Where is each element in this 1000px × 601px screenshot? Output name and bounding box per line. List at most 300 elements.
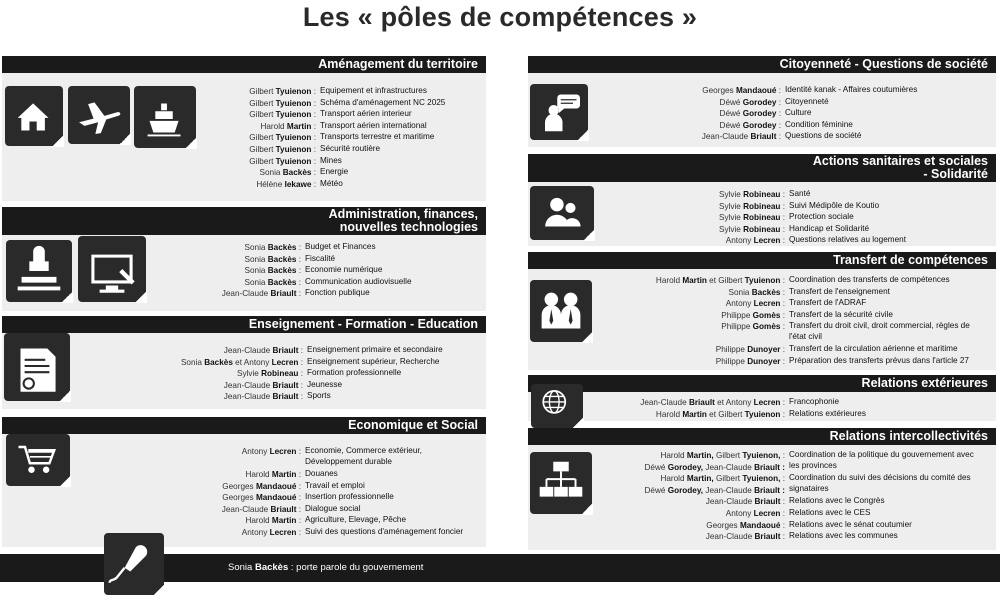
assignment-row bbox=[2, 288, 486, 300]
minister-last-name: Mandaoué bbox=[739, 520, 781, 530]
minister-names: Jean-Claude Briault et Antony Lecren : bbox=[640, 398, 785, 407]
minister-names: Jean-Claude Briault : bbox=[705, 497, 785, 507]
minister-last-name: Briault bbox=[688, 398, 715, 407]
minister-first-name: Harold bbox=[655, 276, 681, 285]
minister-names: Sonia Backès : bbox=[244, 254, 301, 264]
portfolio: Relations avec le CES bbox=[789, 507, 871, 517]
minister-first-name: Philippe bbox=[721, 322, 751, 332]
portfolio: Transfert de la circulation aérienne et maritime bbox=[789, 344, 958, 354]
assignment-row bbox=[528, 520, 996, 532]
minister-names: Jean-Claude Briault : bbox=[223, 392, 303, 402]
portfolio: Relations avec les communes bbox=[789, 531, 898, 541]
assignment-row bbox=[2, 254, 486, 266]
minister-first-name: Sylvie bbox=[719, 224, 741, 234]
minister-names: Sonia Backès : bbox=[244, 243, 301, 252]
assignment-list bbox=[2, 242, 486, 300]
minister-names: Antony Lecren : bbox=[241, 447, 301, 456]
minister-first-name: Gilbert bbox=[249, 110, 274, 120]
assignment-row bbox=[528, 485, 996, 497]
minister-first-name: Hélène bbox=[256, 179, 283, 189]
portfolio: Coordination des transferts de compétences bbox=[789, 275, 950, 284]
minister-names: Antony Lecren : bbox=[725, 236, 785, 246]
minister-last-name: Tyuienon bbox=[275, 144, 312, 154]
minister-last-name: Dunoyer bbox=[747, 356, 781, 366]
minister-names: Harold Martin et Gilbert Tyuienon : bbox=[655, 409, 785, 419]
minister-first-name: Antony bbox=[241, 447, 268, 456]
assignment-row bbox=[2, 179, 486, 191]
minister-first-name: Sylvie bbox=[719, 201, 741, 211]
minister-names: Antony Lecren : bbox=[725, 299, 785, 309]
portfolio: Insertion professionnelle bbox=[305, 492, 394, 502]
portfolio: Suivi des questions d'aménagement foncier bbox=[305, 526, 464, 536]
assignment-row bbox=[528, 496, 996, 508]
minister-last-name: Backès bbox=[204, 357, 233, 367]
minister-first-name: Gilbert bbox=[715, 474, 741, 484]
portfolio: Francophonie bbox=[789, 397, 840, 406]
minister-names: Georges Mandaoué : bbox=[702, 86, 781, 95]
minister-first-name: Jean-Claude bbox=[705, 485, 752, 495]
minister-last-name: Robineau bbox=[261, 369, 299, 379]
minister-last-name: Lecren bbox=[271, 357, 299, 367]
assignment-row bbox=[2, 242, 486, 254]
assignment-list bbox=[2, 86, 486, 190]
assignment-row bbox=[528, 344, 996, 356]
pole-heading-line: Economique et Social bbox=[348, 418, 478, 432]
minister-first-name: Harold bbox=[660, 451, 685, 460]
portfolio: Fiscalité bbox=[305, 253, 336, 263]
assignment-list bbox=[528, 450, 996, 543]
assignment-list bbox=[528, 275, 996, 368]
minister-first-name: Jean-Claude bbox=[640, 398, 687, 407]
minister-last-name: Gomès bbox=[752, 322, 781, 332]
portfolio: Dialogue social bbox=[305, 503, 361, 513]
assignment-row bbox=[528, 131, 996, 143]
portfolio: Sports bbox=[307, 391, 331, 401]
page-title: Les « pôles de compétences » bbox=[302, 2, 698, 32]
minister-names bbox=[645, 485, 786, 497]
minister-last-name: Mandaoué bbox=[255, 493, 297, 503]
minister-first-name: Sonia bbox=[244, 277, 266, 287]
pole-heading-line: Enseignement - Formation - Education bbox=[248, 317, 478, 331]
portfolio: Transfert de l'enseignement bbox=[789, 286, 890, 296]
minister-last-name: Gorodey bbox=[742, 120, 777, 130]
pole-heading bbox=[2, 56, 486, 73]
pole-heading bbox=[528, 428, 996, 445]
assignment-list bbox=[528, 85, 996, 143]
portfolio: Agriculture, Elevage, Pêche bbox=[305, 515, 407, 525]
minister-last-name: Tyuienon, bbox=[742, 451, 781, 460]
minister-first-name: Sylvie bbox=[719, 190, 741, 199]
assignment-row bbox=[528, 212, 996, 224]
pole-heading bbox=[528, 252, 996, 269]
minister-last-name: Briault : bbox=[754, 485, 785, 495]
minister-first-name: Jean-Claude bbox=[221, 504, 269, 514]
portfolio: Fonction publique bbox=[305, 288, 370, 298]
portfolio: Protection sociale bbox=[789, 212, 854, 222]
portfolio: Météo bbox=[320, 178, 343, 188]
pole-heading bbox=[2, 316, 486, 333]
assignment-row bbox=[2, 109, 486, 121]
minister-last-name: Briault bbox=[272, 380, 299, 390]
pole-heading bbox=[528, 56, 996, 73]
minister-first-name: et Gilbert bbox=[709, 409, 743, 419]
pole-heading-line: Citoyenneté - Questions de société bbox=[779, 57, 988, 71]
minister-last-name: Robineau bbox=[743, 190, 781, 199]
minister-names: Philippe Dunoyer : bbox=[715, 356, 785, 366]
portfolio: Sécurité routière bbox=[320, 143, 381, 153]
minister-last-name: Martin, bbox=[686, 474, 714, 484]
minister-first-name: Sonia bbox=[244, 254, 266, 264]
minister-first-name: Jean-Claude bbox=[223, 380, 271, 390]
minister-names bbox=[645, 462, 786, 474]
portfolio: Transports terrestre et maritime bbox=[320, 132, 435, 142]
portfolio: Préparation des transferts prévus dans l'article 27 bbox=[789, 355, 969, 365]
minister-last-name: Lecren bbox=[269, 447, 297, 456]
portfolio: Jeunesse bbox=[307, 379, 343, 389]
minister-first-name: Georges bbox=[222, 481, 254, 491]
portfolio: Enseignement supérieur, Recherche bbox=[307, 356, 440, 366]
portfolio: Formation professionnelle bbox=[307, 368, 402, 378]
minister-last-name: Gorodey bbox=[742, 109, 777, 119]
assignment-list bbox=[528, 397, 996, 420]
minister-names: Philippe Dunoyer : bbox=[715, 345, 785, 355]
assignment-row bbox=[528, 508, 996, 520]
minister-last-name: Backès bbox=[267, 254, 297, 264]
portfolio: Economie numérique bbox=[305, 265, 383, 275]
minister-first-name: Harold bbox=[245, 516, 270, 526]
minister-first-name: Jean-Claude bbox=[701, 132, 749, 142]
assignment-row bbox=[2, 391, 486, 403]
minister-last-name: Tyuienon bbox=[275, 98, 312, 108]
minister-first-name: Sonia bbox=[244, 266, 266, 276]
minister-first-name: Jean-Claude bbox=[223, 392, 271, 402]
assignment-row bbox=[528, 224, 996, 236]
minister-names: Déwé Gorodey : bbox=[719, 120, 781, 130]
portfolio: Questions de société bbox=[785, 131, 862, 141]
assignment-row bbox=[528, 108, 996, 120]
minister-first-name: Déwé bbox=[719, 109, 741, 119]
minister-first-name: Jean-Claude bbox=[223, 346, 271, 355]
minister-first-name: Déwé bbox=[719, 120, 741, 130]
assignment-list bbox=[2, 345, 486, 403]
minister-names: Gilbert Tyuienon : bbox=[249, 98, 316, 108]
assignment-row bbox=[2, 504, 486, 516]
minister-first-name: et Antony bbox=[717, 398, 752, 407]
spokesperson-text: Sonia Backès : porte parole du gouvernement bbox=[228, 562, 424, 573]
minister-last-name: Tyuienon bbox=[275, 156, 312, 166]
pole-heading bbox=[2, 417, 486, 434]
assignment-row bbox=[2, 357, 486, 369]
minister-names: Georges Mandaoué : bbox=[222, 493, 301, 503]
pole-heading-line: Administration, finances, bbox=[328, 207, 478, 221]
minister-first-name: et Gilbert bbox=[709, 276, 743, 285]
portfolio: Citoyenneté bbox=[785, 96, 829, 106]
minister-names: Georges Mandaoué : bbox=[222, 481, 301, 491]
portfolio: Communication audiovisuelle bbox=[305, 276, 412, 286]
microphone-icon bbox=[104, 533, 164, 595]
portfolio: Relations avec le sénat coutumier bbox=[789, 519, 912, 529]
minister-names: Jean-Claude Briault : bbox=[223, 346, 303, 355]
assignment-row bbox=[2, 446, 486, 469]
portfolio: Budget et Finances bbox=[305, 242, 376, 251]
assignment-row bbox=[528, 235, 996, 247]
minister-names: Philippe Gomès : bbox=[721, 310, 785, 320]
minister-names: Harold Martin et Gilbert Tyuienon : bbox=[655, 276, 785, 285]
minister-last-name: Tyuienon bbox=[275, 110, 312, 120]
minister-last-name: Robineau bbox=[743, 224, 781, 234]
minister-names: Hélène Iekawe : bbox=[256, 179, 316, 189]
minister-first-name: Gilbert bbox=[715, 451, 741, 460]
minister-first-name: Gilbert bbox=[249, 98, 274, 108]
minister-last-name: Briault bbox=[754, 497, 781, 507]
minister-last-name: Briault : bbox=[754, 462, 785, 472]
assignment-row bbox=[2, 515, 486, 527]
assignment-row bbox=[2, 277, 486, 289]
minister-last-name: Lecren bbox=[269, 527, 297, 537]
minister-first-name: Philippe bbox=[715, 345, 745, 355]
minister-first-name: Sonia bbox=[259, 168, 281, 178]
minister-names: Sonia Backès : bbox=[728, 287, 785, 297]
pole-heading-line: Relations intercollectivités bbox=[829, 429, 988, 443]
minister-last-name: Martin bbox=[271, 470, 297, 479]
assignment-row bbox=[2, 527, 486, 539]
portfolio: Equipement et infrastructures bbox=[320, 86, 427, 95]
minister-names: Harold Martin, Gilbert Tyuienon, : bbox=[660, 451, 785, 460]
minister-first-name: Harold bbox=[660, 474, 685, 484]
minister-last-name: Briault bbox=[272, 346, 299, 355]
assignment-row bbox=[528, 409, 996, 421]
assignment-row bbox=[528, 321, 996, 344]
minister-names: Gilbert Tyuienon : bbox=[249, 133, 316, 143]
pole-heading bbox=[528, 154, 996, 182]
minister-last-name: Briault bbox=[754, 532, 781, 542]
assignment-row bbox=[2, 469, 486, 481]
minister-last-name: Lecren bbox=[753, 508, 781, 518]
pole-heading-line: - Solidarité bbox=[923, 167, 988, 181]
assignment-row bbox=[528, 397, 996, 409]
minister-names: Sylvie Robineau : bbox=[719, 201, 785, 211]
minister-first-name: Déwé bbox=[644, 485, 666, 495]
assignment-row bbox=[2, 98, 486, 110]
minister-names: Sylvie Robineau : bbox=[719, 213, 785, 223]
minister-names: Sonia Backès et Antony Lecren : bbox=[180, 357, 303, 367]
minister-last-name: Martin bbox=[682, 409, 707, 419]
minister-names: Jean-Claude Briault : bbox=[223, 380, 303, 390]
assignment-row bbox=[528, 356, 996, 368]
assignment-row bbox=[2, 132, 486, 144]
minister-first-name: Antony bbox=[725, 299, 752, 309]
minister-first-name: Jean-Claude bbox=[705, 462, 752, 472]
portfolio: Schéma d'aménagement NC 2025 bbox=[320, 97, 446, 107]
assignment-row bbox=[528, 298, 996, 310]
minister-names: Antony Lecren : bbox=[241, 527, 301, 537]
portfolio: Douanes bbox=[305, 469, 338, 478]
minister-last-name: Dunoyer bbox=[747, 345, 781, 355]
minister-names: Sonia Backès : bbox=[244, 266, 301, 276]
minister-last-name: Briault bbox=[272, 392, 299, 402]
portfolio: Relations avec le Congrès bbox=[789, 496, 885, 506]
assignment-row bbox=[2, 156, 486, 168]
minister-names: Gilbert Tyuienon : bbox=[249, 110, 316, 120]
assignment-row bbox=[528, 287, 996, 299]
minister-last-name: Briault bbox=[270, 504, 297, 514]
assignment-row bbox=[2, 492, 486, 504]
minister-last-name: Tyuienon, bbox=[742, 474, 781, 484]
portfolio: Transport aérien international bbox=[320, 120, 427, 130]
minister-last-name: Martin bbox=[271, 516, 297, 526]
assignment-row bbox=[2, 167, 486, 179]
minister-first-name: Harold bbox=[655, 409, 681, 419]
minister-names: Harold Martin, Gilbert Tyuienon, : bbox=[660, 474, 785, 484]
pole-heading bbox=[528, 375, 996, 392]
portfolio: Mines bbox=[320, 155, 342, 165]
minister-names: Jean-Claude Briault : bbox=[705, 532, 785, 542]
minister-first-name: Sonia bbox=[180, 357, 202, 367]
minister-last-name: Iekawe bbox=[284, 179, 312, 189]
assignment-row bbox=[2, 86, 486, 98]
assignment-row bbox=[2, 265, 486, 277]
minister-names: Déwé Gorodey : bbox=[719, 109, 781, 119]
minister-names: Antony Lecren : bbox=[725, 508, 785, 518]
minister-first-name: Sylvie bbox=[719, 213, 741, 223]
minister-names: Sonia Backès : bbox=[244, 277, 301, 287]
minister-names: Gilbert Tyuienon : bbox=[249, 156, 316, 166]
portfolio: Transfert du droit civil, droit commercial, règles de l'état civil bbox=[789, 321, 970, 341]
minister-last-name: Backès bbox=[267, 243, 297, 252]
minister-first-name: Philippe bbox=[715, 356, 745, 366]
minister-first-name: Jean-Claude bbox=[221, 289, 269, 299]
minister-last-name: Gorodey bbox=[742, 97, 777, 107]
portfolio: Culture bbox=[785, 108, 812, 118]
minister-names: Sylvie Robineau : bbox=[237, 369, 303, 379]
minister-last-name: Backès bbox=[267, 266, 297, 276]
assignment-list bbox=[528, 189, 996, 247]
minister-last-name: Tyuienon bbox=[275, 133, 312, 143]
portfolio: Energie bbox=[320, 167, 349, 177]
minister-last-name: Gorodey, bbox=[667, 462, 704, 472]
minister-names: Sylvie Robineau : bbox=[719, 224, 785, 234]
assignment-row bbox=[528, 310, 996, 322]
minister-first-name: Georges bbox=[222, 493, 254, 503]
assignment-list bbox=[2, 446, 486, 539]
portfolio: Santé bbox=[789, 189, 811, 198]
assignment-row bbox=[528, 120, 996, 132]
assignment-row bbox=[528, 531, 996, 543]
portfolio: Travail et emploi bbox=[305, 480, 365, 490]
portfolio: Transfert de la sécurité civile bbox=[789, 309, 893, 319]
minister-first-name: Antony bbox=[725, 508, 752, 518]
portfolio: Coordination de la politique du gouvernement avec les provinces bbox=[789, 450, 974, 470]
minister-first-name: Déwé bbox=[644, 462, 666, 472]
portfolio: Identité kanak - Affaires coutumières bbox=[785, 85, 918, 94]
minister-first-name: Antony bbox=[241, 527, 268, 537]
minister-first-name: Philippe bbox=[721, 310, 751, 320]
minister-names: Gilbert Tyuienon : bbox=[249, 144, 316, 154]
portfolio: Handicap et Solidarité bbox=[789, 223, 870, 233]
assignment-row bbox=[528, 189, 996, 201]
minister-first-name: Harold bbox=[260, 121, 285, 131]
assignment-row bbox=[528, 462, 996, 474]
minister-names: Sonia Backès : bbox=[259, 168, 316, 178]
minister-names: Jean-Claude Briault : bbox=[701, 132, 781, 142]
minister-last-name: Martin bbox=[286, 121, 312, 131]
minister-last-name: Martin, bbox=[686, 451, 714, 460]
portfolio: Enseignement primaire et secondaire bbox=[307, 345, 443, 354]
minister-first-name: Gilbert bbox=[249, 144, 274, 154]
minister-names: Déwé Gorodey : bbox=[719, 97, 781, 107]
assignment-row bbox=[528, 97, 996, 109]
assignment-row bbox=[2, 345, 486, 357]
minister-first-name: et Antony bbox=[235, 357, 270, 367]
minister-first-name: Antony bbox=[725, 236, 752, 246]
portfolio: Suivi Médipôle de Koutio bbox=[789, 200, 880, 210]
assignment-row bbox=[528, 201, 996, 213]
minister-first-name: Sonia bbox=[244, 243, 266, 252]
portfolio: Condition féminine bbox=[785, 119, 853, 129]
minister-first-name: Sonia bbox=[728, 287, 750, 297]
minister-first-name: Gilbert bbox=[249, 156, 274, 166]
minister-names: Gilbert Tyuienon : bbox=[249, 87, 316, 96]
minister-first-name: Déwé bbox=[719, 97, 741, 107]
portfolio: Transfert de l'ADRAF bbox=[789, 298, 867, 308]
portfolio: Relations extérieures bbox=[789, 408, 866, 418]
minister-names: Sylvie Robineau : bbox=[719, 190, 785, 199]
minister-names: Harold Martin : bbox=[245, 516, 301, 526]
minister-last-name: Gomès bbox=[752, 310, 781, 320]
assignment-row bbox=[2, 368, 486, 380]
minister-last-name: Lecren bbox=[753, 236, 781, 246]
minister-last-name: Mandaoué bbox=[255, 481, 297, 491]
minister-last-name: Martin bbox=[682, 276, 707, 285]
pole-heading bbox=[2, 207, 486, 235]
minister-first-name: Jean-Claude bbox=[705, 532, 753, 542]
assignment-row bbox=[528, 85, 996, 97]
minister-first-name: Gilbert bbox=[249, 133, 274, 143]
pole-heading-line: Relations extérieures bbox=[861, 376, 988, 390]
assignment-row bbox=[528, 275, 996, 287]
minister-last-name: Briault bbox=[270, 289, 297, 299]
pole-heading-line: Actions sanitaires et sociales bbox=[812, 154, 988, 168]
minister-names: Jean-Claude Briault : bbox=[221, 289, 301, 299]
minister-last-name: Lecren bbox=[753, 398, 781, 407]
minister-last-name: Lecren bbox=[753, 299, 781, 309]
pole-heading-line: Aménagement du territoire bbox=[318, 57, 478, 71]
portfolio: Transport aérien interieur bbox=[320, 109, 412, 119]
minister-last-name: Backès bbox=[751, 287, 781, 297]
pole-heading-line: Transfert de compétences bbox=[833, 253, 988, 267]
minister-first-name: Sylvie bbox=[237, 369, 259, 379]
minister-names: Harold Martin : bbox=[245, 470, 301, 479]
minister-last-name: Backès bbox=[267, 277, 297, 287]
portfolio: Questions relatives au logement bbox=[789, 235, 906, 245]
minister-names: Harold Martin : bbox=[260, 121, 316, 131]
assignment-row bbox=[2, 481, 486, 493]
minister-names: Georges Mandaoué : bbox=[706, 520, 785, 530]
assignment-row bbox=[2, 121, 486, 133]
minister-last-name: Briault bbox=[750, 132, 777, 142]
minister-last-name: Tyuienon bbox=[744, 409, 781, 419]
spokesperson-first-name: Sonia bbox=[228, 562, 253, 573]
portfolio: Economie, Commerce extérieur, Développement durable bbox=[305, 446, 422, 466]
minister-first-name: Georges bbox=[702, 86, 734, 95]
minister-last-name: Gorodey, bbox=[667, 485, 704, 495]
portfolio: Coordination du suivi des décisions du comité des signataires bbox=[789, 473, 971, 493]
minister-last-name: Tyuienon bbox=[744, 276, 781, 285]
minister-last-name: Tyuienon bbox=[275, 87, 312, 96]
minister-last-name: Backès bbox=[282, 168, 312, 178]
minister-last-name: Robineau bbox=[743, 213, 781, 223]
minister-last-name: Mandaoué bbox=[735, 86, 777, 95]
